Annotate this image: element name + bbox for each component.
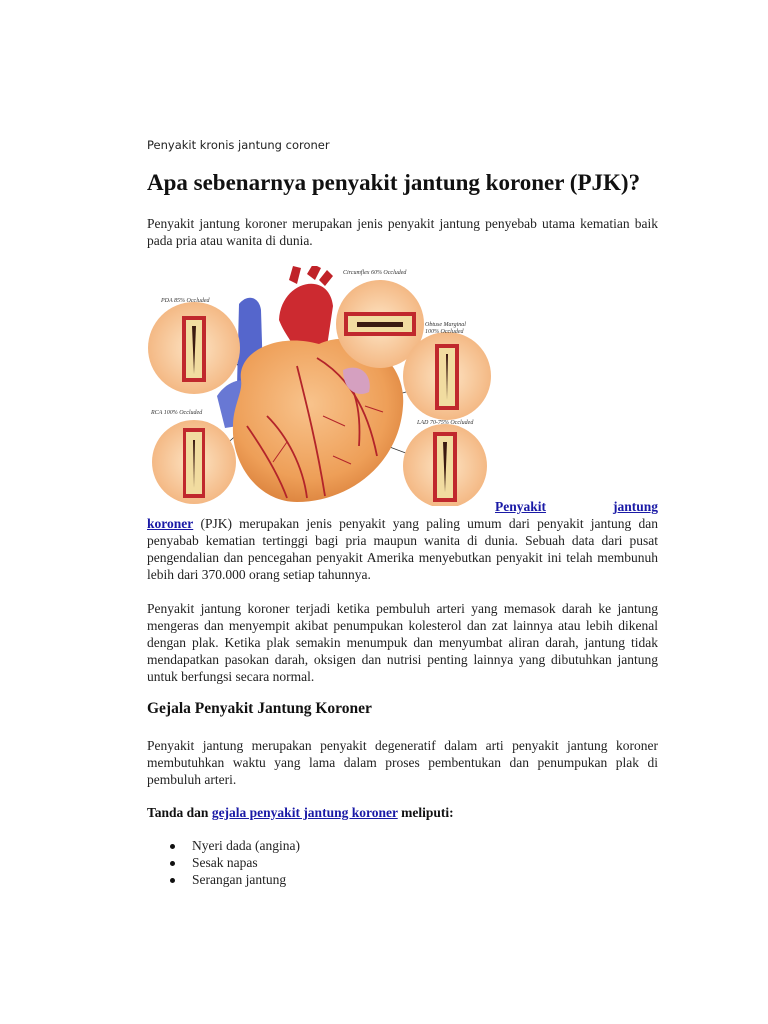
coronary-heart-diagram xyxy=(147,266,497,506)
pjk-body xyxy=(147,515,658,583)
pjk-link-part1[interactable]: Penyakit xyxy=(495,499,547,514)
tanda-suffix: meliputi: xyxy=(397,805,454,820)
cause-paragraph: Penyakit jantung koroner terjadi ketika pembuluh arteri yang memasok darah ke jantung mengeras dan menyempit akibat penumpukan kolesterol dan zat lainnya atau lebih dikenal dengan plak. Ketika plak semakin menumpuk dan menyumbat aliran darah, jantung tidak mendapatkan pasokan darah, oksigen dan nutrisi penting lainnya yang dibutuhkan jantung untuk berfungsi secara normal. xyxy=(147,601,658,684)
article-title: Apa sebenarnya penyakit jantung koroner (PJK)? xyxy=(147,170,641,195)
inset-lad xyxy=(403,424,487,506)
intro-paragraph: Penyakit jantung koroner merupakan jenis penyakit jantung penyebab utama kematian baik pada pria atau wanita di dunia. xyxy=(147,216,658,248)
pjk-text: (PJK) merupakan jenis penyakit yang paling umum dari penyakit jantung dan penyabab kematian tertinggi bagi pria maupun wanita di dunia. Sebuah data dari pusat pengendalian dan pencegahan penyakit Amerika menyebutkan penyakit ini telah membunuh lebih dari 370.000 orang setiap tahunnya. xyxy=(147,516,658,582)
label-obtuse-1: Obtuse Marginal xyxy=(425,322,466,328)
pjk-link-part3[interactable]: koroner xyxy=(147,516,194,531)
label-pda: PDA 85% Occluded xyxy=(161,298,210,304)
inset-obtuse-marginal xyxy=(403,332,491,420)
list-item: Sesak napas xyxy=(147,854,300,871)
document-kicker: Penyakit kronis jantung coroner xyxy=(147,138,330,152)
degenerative-paragraph: Penyakit jantung merupakan penyakit degeneratif dalam arti penyakit jantung koroner membutuhkan waktu yang lama dalam proses pembentukan dan penumpukan plak di pembuluh arteri. xyxy=(147,738,658,787)
inset-rca xyxy=(152,420,236,504)
label-rca: RCA 100% Occluded xyxy=(151,410,203,416)
heart-illustration xyxy=(147,266,497,506)
symptoms-link[interactable]: gejala penyakit jantung koroner xyxy=(211,805,398,820)
list-item: Serangan jantung xyxy=(147,871,300,888)
pjk-paragraph xyxy=(147,498,658,583)
symptoms-intro xyxy=(147,805,454,821)
inset-pda xyxy=(148,302,240,394)
list-item: Nyeri dada (angina) xyxy=(147,837,300,854)
pjk-link-line xyxy=(147,498,658,515)
pjk-link-part2[interactable]: jantung xyxy=(612,499,658,514)
tanda-prefix: Tanda dan xyxy=(147,805,212,820)
label-obtuse-2: 100% Occluded xyxy=(425,329,464,335)
symptom-list xyxy=(147,837,300,888)
section-heading: Gejala Penyakit Jantung Koroner xyxy=(147,700,372,717)
label-lad: LAD 70-75% Occluded xyxy=(417,420,474,426)
label-circumflex: Circumflex 60% Occluded xyxy=(343,270,407,276)
